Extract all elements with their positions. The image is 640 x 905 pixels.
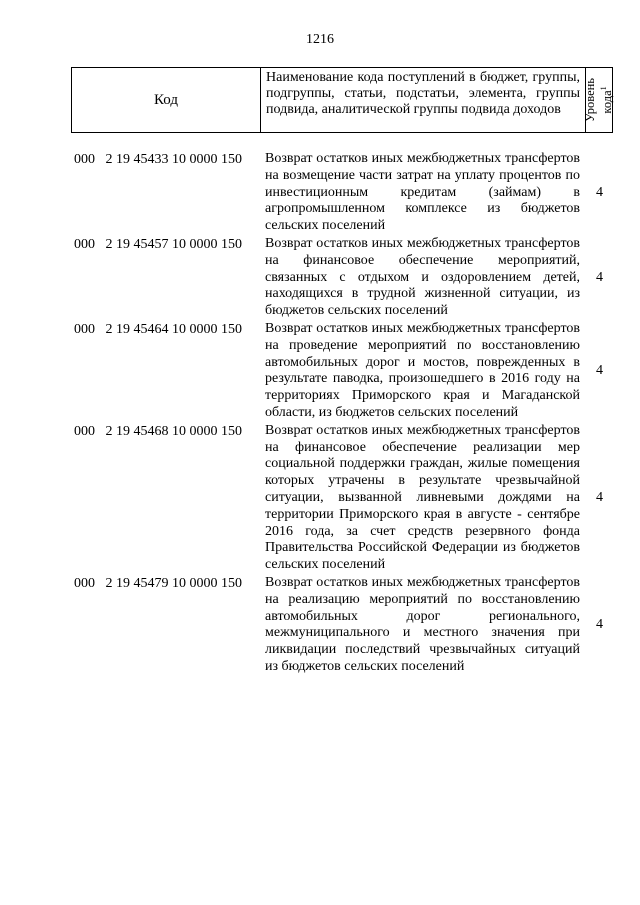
- row-admin-code: 000: [74, 236, 95, 252]
- row-revenue-code: 2 19 45468 10 0000 150: [105, 423, 242, 439]
- table-row: [0, 423, 640, 574]
- row-admin-code: 000: [74, 423, 95, 439]
- row-name: Возврат остатков иных межбюджетных трансфертов на возмещение части затрат на уплату процентов по инвестиционным кредитам (займам) в агропромышленном комплексе из бюджетов сельских поселений: [265, 151, 580, 234]
- header-level-line1: Уровень: [582, 77, 597, 123]
- row-code: [74, 321, 242, 338]
- row-name: Возврат остатков иных межбюджетных трансфертов на финансовое обеспечение мероприятий, связанных с отдыхом и оздоровлением детей, находящихся в трудной жизненной ситуации, из бюджетов сельских поселений: [265, 235, 580, 319]
- table-row: [0, 321, 640, 422]
- row-level: 4: [596, 269, 603, 285]
- table-row: [0, 575, 640, 676]
- row-admin-code: 000: [74, 321, 95, 337]
- row-code: [74, 575, 242, 592]
- table-header: [71, 67, 613, 133]
- row-code: [74, 423, 242, 440]
- table-body: [0, 151, 640, 677]
- row-level: 4: [596, 617, 603, 633]
- header-level-footnote: 1: [598, 86, 608, 91]
- row-level: 4: [596, 184, 603, 200]
- row-level: 4: [596, 363, 603, 379]
- header-level-line2: кода: [600, 90, 615, 114]
- row-name: Возврат остатков иных межбюджетных трансфертов на реализацию мероприятий по восстановлению автомобильных дорог регионального, межмуниципального и местного значения при ликвидации последствий чрезвычайных ситуаций из бюджетов сельских поселений: [265, 574, 580, 674]
- row-revenue-code: 2 19 45457 10 0000 150: [105, 236, 242, 252]
- row-code: [74, 151, 242, 168]
- row-name: Возврат остатков иных межбюджетных трансфертов на финансовое обеспечение реализации мер социальной поддержки граждан, жилые помещения которых утрачены в результате чрезвычайной ситуации, вызванной ливневыми дождями на территории Приморского края в августе - сентябре 2016 года, за счет средств резервного фонда Правительства Российской Федерации из бюджетов сельских поселений: [265, 422, 580, 573]
- row-revenue-code: 2 19 45464 10 0000 150: [105, 321, 242, 337]
- header-level-cell: [582, 68, 615, 132]
- row-revenue-code: 2 19 45479 10 0000 150: [105, 575, 242, 591]
- header-name-cell: Наименование кода поступлений в бюджет, группы, подгруппы, статьи, подстатьи, элемента, группы подвида, аналитической группы подвида доходов: [261, 68, 586, 132]
- table-row: [0, 151, 640, 235]
- row-revenue-code: 2 19 45433 10 0000 150: [105, 152, 242, 167]
- header-level-label: [584, 78, 614, 122]
- table-row: [0, 236, 640, 320]
- header-code-cell: [72, 68, 261, 132]
- page-number: 1216: [306, 32, 334, 47]
- row-name: Возврат остатков иных межбюджетных трансфертов на проведение мероприятий по восстановлению автомобильных дорог и мостов, поврежденных в результате паводка, произошедшего в 2016 году на территориях Приморского края и Магаданской области, из бюджетов сельских поселений: [265, 320, 580, 420]
- row-code: [74, 236, 242, 253]
- row-admin-code: 000: [74, 575, 95, 591]
- row-admin-code: 000: [74, 152, 95, 167]
- row-level: 4: [596, 490, 603, 506]
- header-code-label: Код: [154, 92, 178, 108]
